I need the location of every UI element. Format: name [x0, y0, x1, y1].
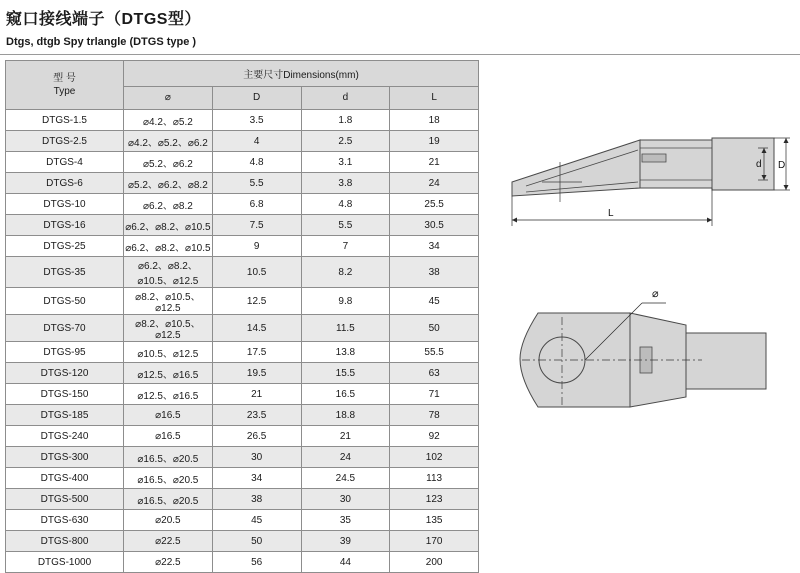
cell-D: 5.5: [212, 173, 301, 194]
cell-D: 7.5: [212, 215, 301, 236]
cell-diameter: ⌀6.2、⌀8.2、⌀10.5: [124, 236, 213, 257]
cell-type: DTGS-630: [6, 510, 124, 531]
table-row: [6, 531, 479, 552]
cell-L: 102: [390, 447, 479, 468]
table-row: [6, 468, 479, 489]
spec-table-head: [6, 61, 479, 110]
cell-D: 19.5: [212, 363, 301, 384]
cell-d: 16.5: [301, 384, 390, 405]
cell-D: 56: [212, 552, 301, 573]
cell-D: 6.8: [212, 194, 301, 215]
cell-L: 18: [390, 110, 479, 131]
cell-diameter: ⌀20.5: [124, 510, 213, 531]
cell-type: DTGS-6: [6, 173, 124, 194]
top-view-drawing: [490, 255, 795, 455]
cell-D: 30: [212, 447, 301, 468]
table-row: [6, 315, 479, 342]
cell-type: DTGS-4: [6, 152, 124, 173]
cell-L: 25.5: [390, 194, 479, 215]
cell-type: DTGS-50: [6, 288, 124, 315]
cell-diameter: ⌀12.5、⌀16.5: [124, 384, 213, 405]
cell-D: 3.5: [212, 110, 301, 131]
cell-D: 14.5: [212, 315, 301, 342]
table-header-row-1: [6, 61, 479, 87]
datasheet-page: [0, 6, 800, 568]
cell-d: 21: [301, 426, 390, 447]
cell-diameter: ⌀4.2、⌀5.2: [124, 110, 213, 131]
table-row: [6, 405, 479, 426]
cell-D: 23.5: [212, 405, 301, 426]
cell-diameter: ⌀6.2、⌀8.2、⌀10.5: [124, 215, 213, 236]
cell-type: DTGS-10: [6, 194, 124, 215]
cell-d: 30: [301, 489, 390, 510]
cell-L: 63: [390, 363, 479, 384]
table-row: [6, 215, 479, 236]
cell-d: 15.5: [301, 363, 390, 384]
cell-D: 12.5: [212, 288, 301, 315]
cell-type: DTGS-800: [6, 531, 124, 552]
header-L: L: [390, 86, 479, 109]
cell-type: DTGS-2.5: [6, 131, 124, 152]
table-row: [6, 257, 479, 288]
cell-diameter: ⌀6.2、⌀8.2、⌀10.5、⌀12.5: [124, 257, 213, 288]
table-row: [6, 152, 479, 173]
cell-d: 7: [301, 236, 390, 257]
table-row: [6, 342, 479, 363]
table-row: [6, 173, 479, 194]
cell-d: 39: [301, 531, 390, 552]
table-row: [6, 110, 479, 131]
cell-L: 50: [390, 315, 479, 342]
cell-L: 30.5: [390, 215, 479, 236]
table-row: [6, 510, 479, 531]
cell-type: DTGS-400: [6, 468, 124, 489]
cell-diameter: ⌀16.5: [124, 426, 213, 447]
cell-diameter: ⌀12.5、⌀16.5: [124, 363, 213, 384]
cell-d: 5.5: [301, 215, 390, 236]
label-D: D: [778, 160, 786, 171]
cell-diameter: ⌀16.5、⌀20.5: [124, 489, 213, 510]
cell-d: 24.5: [301, 468, 390, 489]
header-D: D: [212, 86, 301, 109]
cell-diameter: ⌀8.2、⌀10.5、⌀12.5: [124, 288, 213, 315]
cell-D: 45: [212, 510, 301, 531]
cell-type: DTGS-95: [6, 342, 124, 363]
header-dimensions: 主要尺寸Dimensions(mm): [124, 61, 479, 87]
cell-d: 4.8: [301, 194, 390, 215]
cell-d: 24: [301, 447, 390, 468]
label-d: d: [756, 159, 762, 170]
cell-d: 1.8: [301, 110, 390, 131]
cell-d: 3.1: [301, 152, 390, 173]
cell-D: 26.5: [212, 426, 301, 447]
page-header: [0, 6, 800, 55]
cell-L: 34: [390, 236, 479, 257]
header-divider: [0, 54, 800, 55]
cell-diameter: ⌀16.5: [124, 405, 213, 426]
table-row: [6, 489, 479, 510]
cell-D: 4: [212, 131, 301, 152]
cell-diameter: ⌀5.2、⌀6.2、⌀8.2: [124, 173, 213, 194]
cell-diameter: ⌀8.2、⌀10.5、⌀12.5: [124, 315, 213, 342]
header-type-line1: 型 号: [53, 73, 76, 84]
header-diameter: ⌀: [124, 86, 213, 109]
cell-d: 11.5: [301, 315, 390, 342]
spec-table-body: [6, 110, 479, 573]
cell-diameter: ⌀6.2、⌀8.2: [124, 194, 213, 215]
table-row: [6, 447, 479, 468]
cell-type: DTGS-120: [6, 363, 124, 384]
header-d: d: [301, 86, 390, 109]
cell-type: DTGS-1000: [6, 552, 124, 573]
drawings-panel: [490, 60, 795, 504]
cell-L: 45: [390, 288, 479, 315]
cell-L: 123: [390, 489, 479, 510]
cell-D: 38: [212, 489, 301, 510]
cell-d: 8.2: [301, 257, 390, 288]
cell-diameter: ⌀22.5: [124, 552, 213, 573]
cell-L: 21: [390, 152, 479, 173]
cell-diameter: ⌀22.5: [124, 531, 213, 552]
cell-d: 13.8: [301, 342, 390, 363]
cell-d: 18.8: [301, 405, 390, 426]
cell-d: 2.5: [301, 131, 390, 152]
table-row: [6, 288, 479, 315]
cell-diameter: ⌀16.5、⌀20.5: [124, 447, 213, 468]
cell-L: 19: [390, 131, 479, 152]
cell-D: 34: [212, 468, 301, 489]
cell-D: 10.5: [212, 257, 301, 288]
table-row: [6, 426, 479, 447]
table-row: [6, 384, 479, 405]
cell-diameter: ⌀4.2、⌀5.2、⌀6.2: [124, 131, 213, 152]
cell-type: DTGS-1.5: [6, 110, 124, 131]
table-row: [6, 552, 479, 573]
cell-L: 135: [390, 510, 479, 531]
table-row: [6, 194, 479, 215]
cell-D: 50: [212, 531, 301, 552]
cell-L: 38: [390, 257, 479, 288]
cell-type: DTGS-150: [6, 384, 124, 405]
cell-type: DTGS-35: [6, 257, 124, 288]
cell-L: 24: [390, 173, 479, 194]
table-row: [6, 131, 479, 152]
cell-d: 44: [301, 552, 390, 573]
cell-d: 35: [301, 510, 390, 531]
cell-type: DTGS-70: [6, 315, 124, 342]
cell-diameter: ⌀16.5、⌀20.5: [124, 468, 213, 489]
cell-L: 200: [390, 552, 479, 573]
header-type-line2: Type: [53, 86, 76, 97]
cell-L: 113: [390, 468, 479, 489]
cell-type: DTGS-240: [6, 426, 124, 447]
table-row: [6, 236, 479, 257]
cell-d: 9.8: [301, 288, 390, 315]
side-view-drawing: [490, 110, 795, 250]
cell-type: DTGS-25: [6, 236, 124, 257]
page-title-cn: 窥口接线端子（DTGS型）: [6, 11, 201, 28]
spec-table: [5, 60, 479, 573]
cell-type: DTGS-185: [6, 405, 124, 426]
cell-D: 17.5: [212, 342, 301, 363]
cell-D: 21: [212, 384, 301, 405]
page-title-en: Dtgs, dtgb Spy trlangle (DTGS type ): [6, 36, 197, 48]
cell-diameter: ⌀10.5、⌀12.5: [124, 342, 213, 363]
cell-type: DTGS-300: [6, 447, 124, 468]
cell-L: 78: [390, 405, 479, 426]
cell-L: 71: [390, 384, 479, 405]
cell-type: DTGS-500: [6, 489, 124, 510]
label-diameter: ⌀: [652, 288, 659, 300]
cell-L: 170: [390, 531, 479, 552]
header-type: [6, 61, 124, 110]
cell-D: 4.8: [212, 152, 301, 173]
cell-L: 55.5: [390, 342, 479, 363]
cell-diameter: ⌀5.2、⌀6.2: [124, 152, 213, 173]
cell-L: 92: [390, 426, 479, 447]
cell-D: 9: [212, 236, 301, 257]
label-L: L: [608, 208, 614, 219]
cell-d: 3.8: [301, 173, 390, 194]
spec-table-container: [5, 60, 479, 573]
cell-type: DTGS-16: [6, 215, 124, 236]
table-row: [6, 363, 479, 384]
